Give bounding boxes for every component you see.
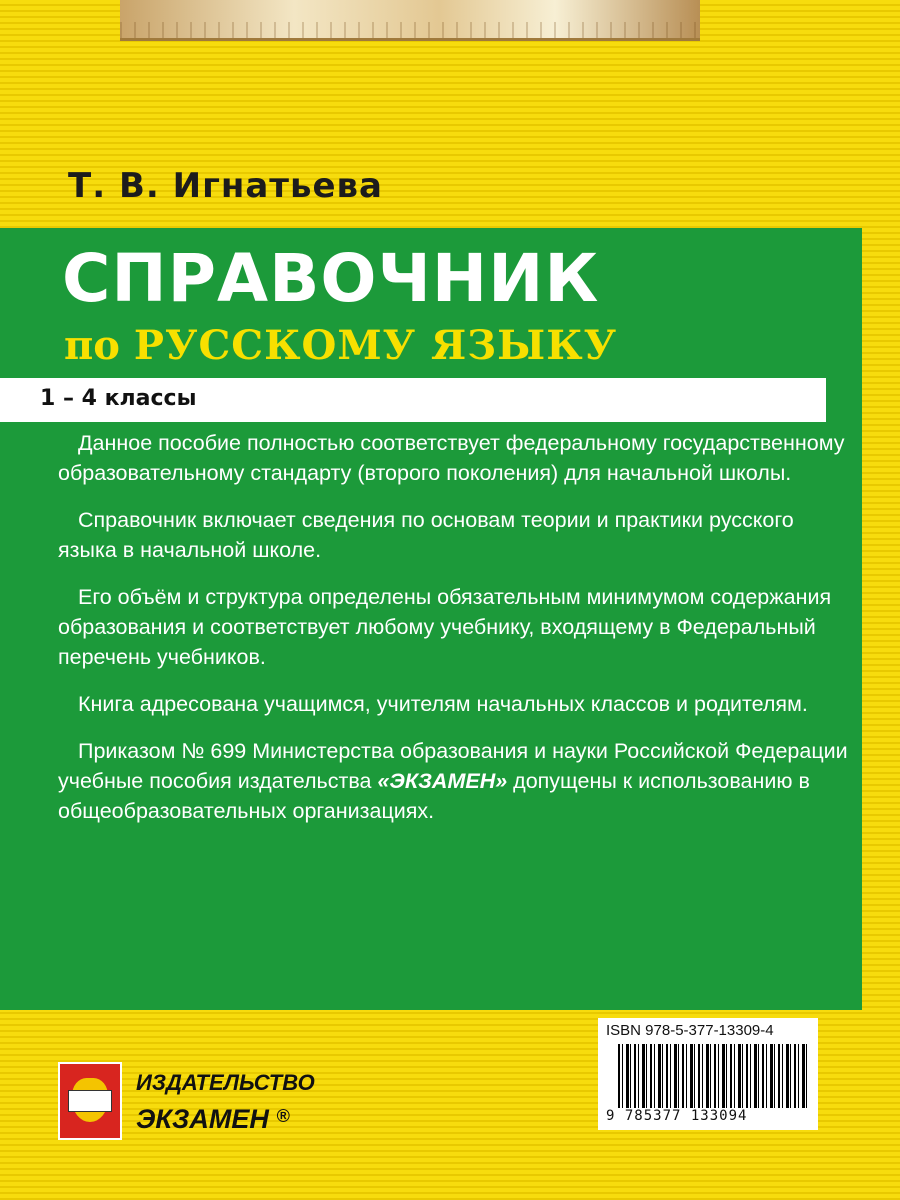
approval-text-end: допущены к использованию в общеобразовательных организациях.	[58, 769, 810, 823]
book-pages	[120, 22, 700, 38]
barcode-digits: 9 785377 133094	[606, 1108, 748, 1124]
publisher-name	[136, 1104, 290, 1135]
description-paragraph-2: Справочник включает сведения по основам теории и практики русского языка в начальной школе.	[58, 508, 794, 562]
barcode	[618, 1044, 808, 1108]
description-paragraph-1: Данное пособие полностью соответствует федеральному государственному образовательному стандарту (второго поколения) для начальной школы.	[58, 431, 845, 485]
subtitle-prefix: по	[64, 322, 120, 369]
grades-label: 1 – 4 классы	[40, 386, 197, 411]
subtitle-main: РУССКОМУ ЯЗЫКУ	[133, 322, 618, 369]
book-title: СПРАВОЧНИК	[62, 240, 600, 317]
registered-mark: ®	[276, 1106, 290, 1126]
description-paragraph-4: Книга адресована учащимся, учителям начальных классов и родителям.	[78, 692, 808, 716]
isbn-number: ISBN 978-5-377-13309-4	[606, 1022, 774, 1039]
publisher-name-text: ЭКЗАМЕН	[136, 1104, 269, 1134]
publisher-emblem-icon	[58, 1062, 122, 1140]
publisher-label: ИЗДАТЕЛЬСТВО	[136, 1070, 315, 1095]
author-name: Т. В. Игнатьева	[68, 166, 383, 206]
description-paragraph-3: Его объём и структура определены обязательным минимумом содержания образования и соответствует любому учебнику, входящему в Федеральный перечень учебников.	[58, 585, 832, 669]
approval-text-start: Приказом № 699 Министерства образования и науки Российской Федерации учебные пособия издательства	[58, 739, 848, 793]
description-text	[58, 428, 848, 843]
description-paragraph-5	[58, 736, 848, 826]
book-icon	[68, 1090, 112, 1112]
open-book-photo	[120, 0, 700, 41]
book-subtitle	[64, 322, 617, 369]
publisher-name-inline: «ЭКЗАМЕН»	[377, 769, 508, 793]
